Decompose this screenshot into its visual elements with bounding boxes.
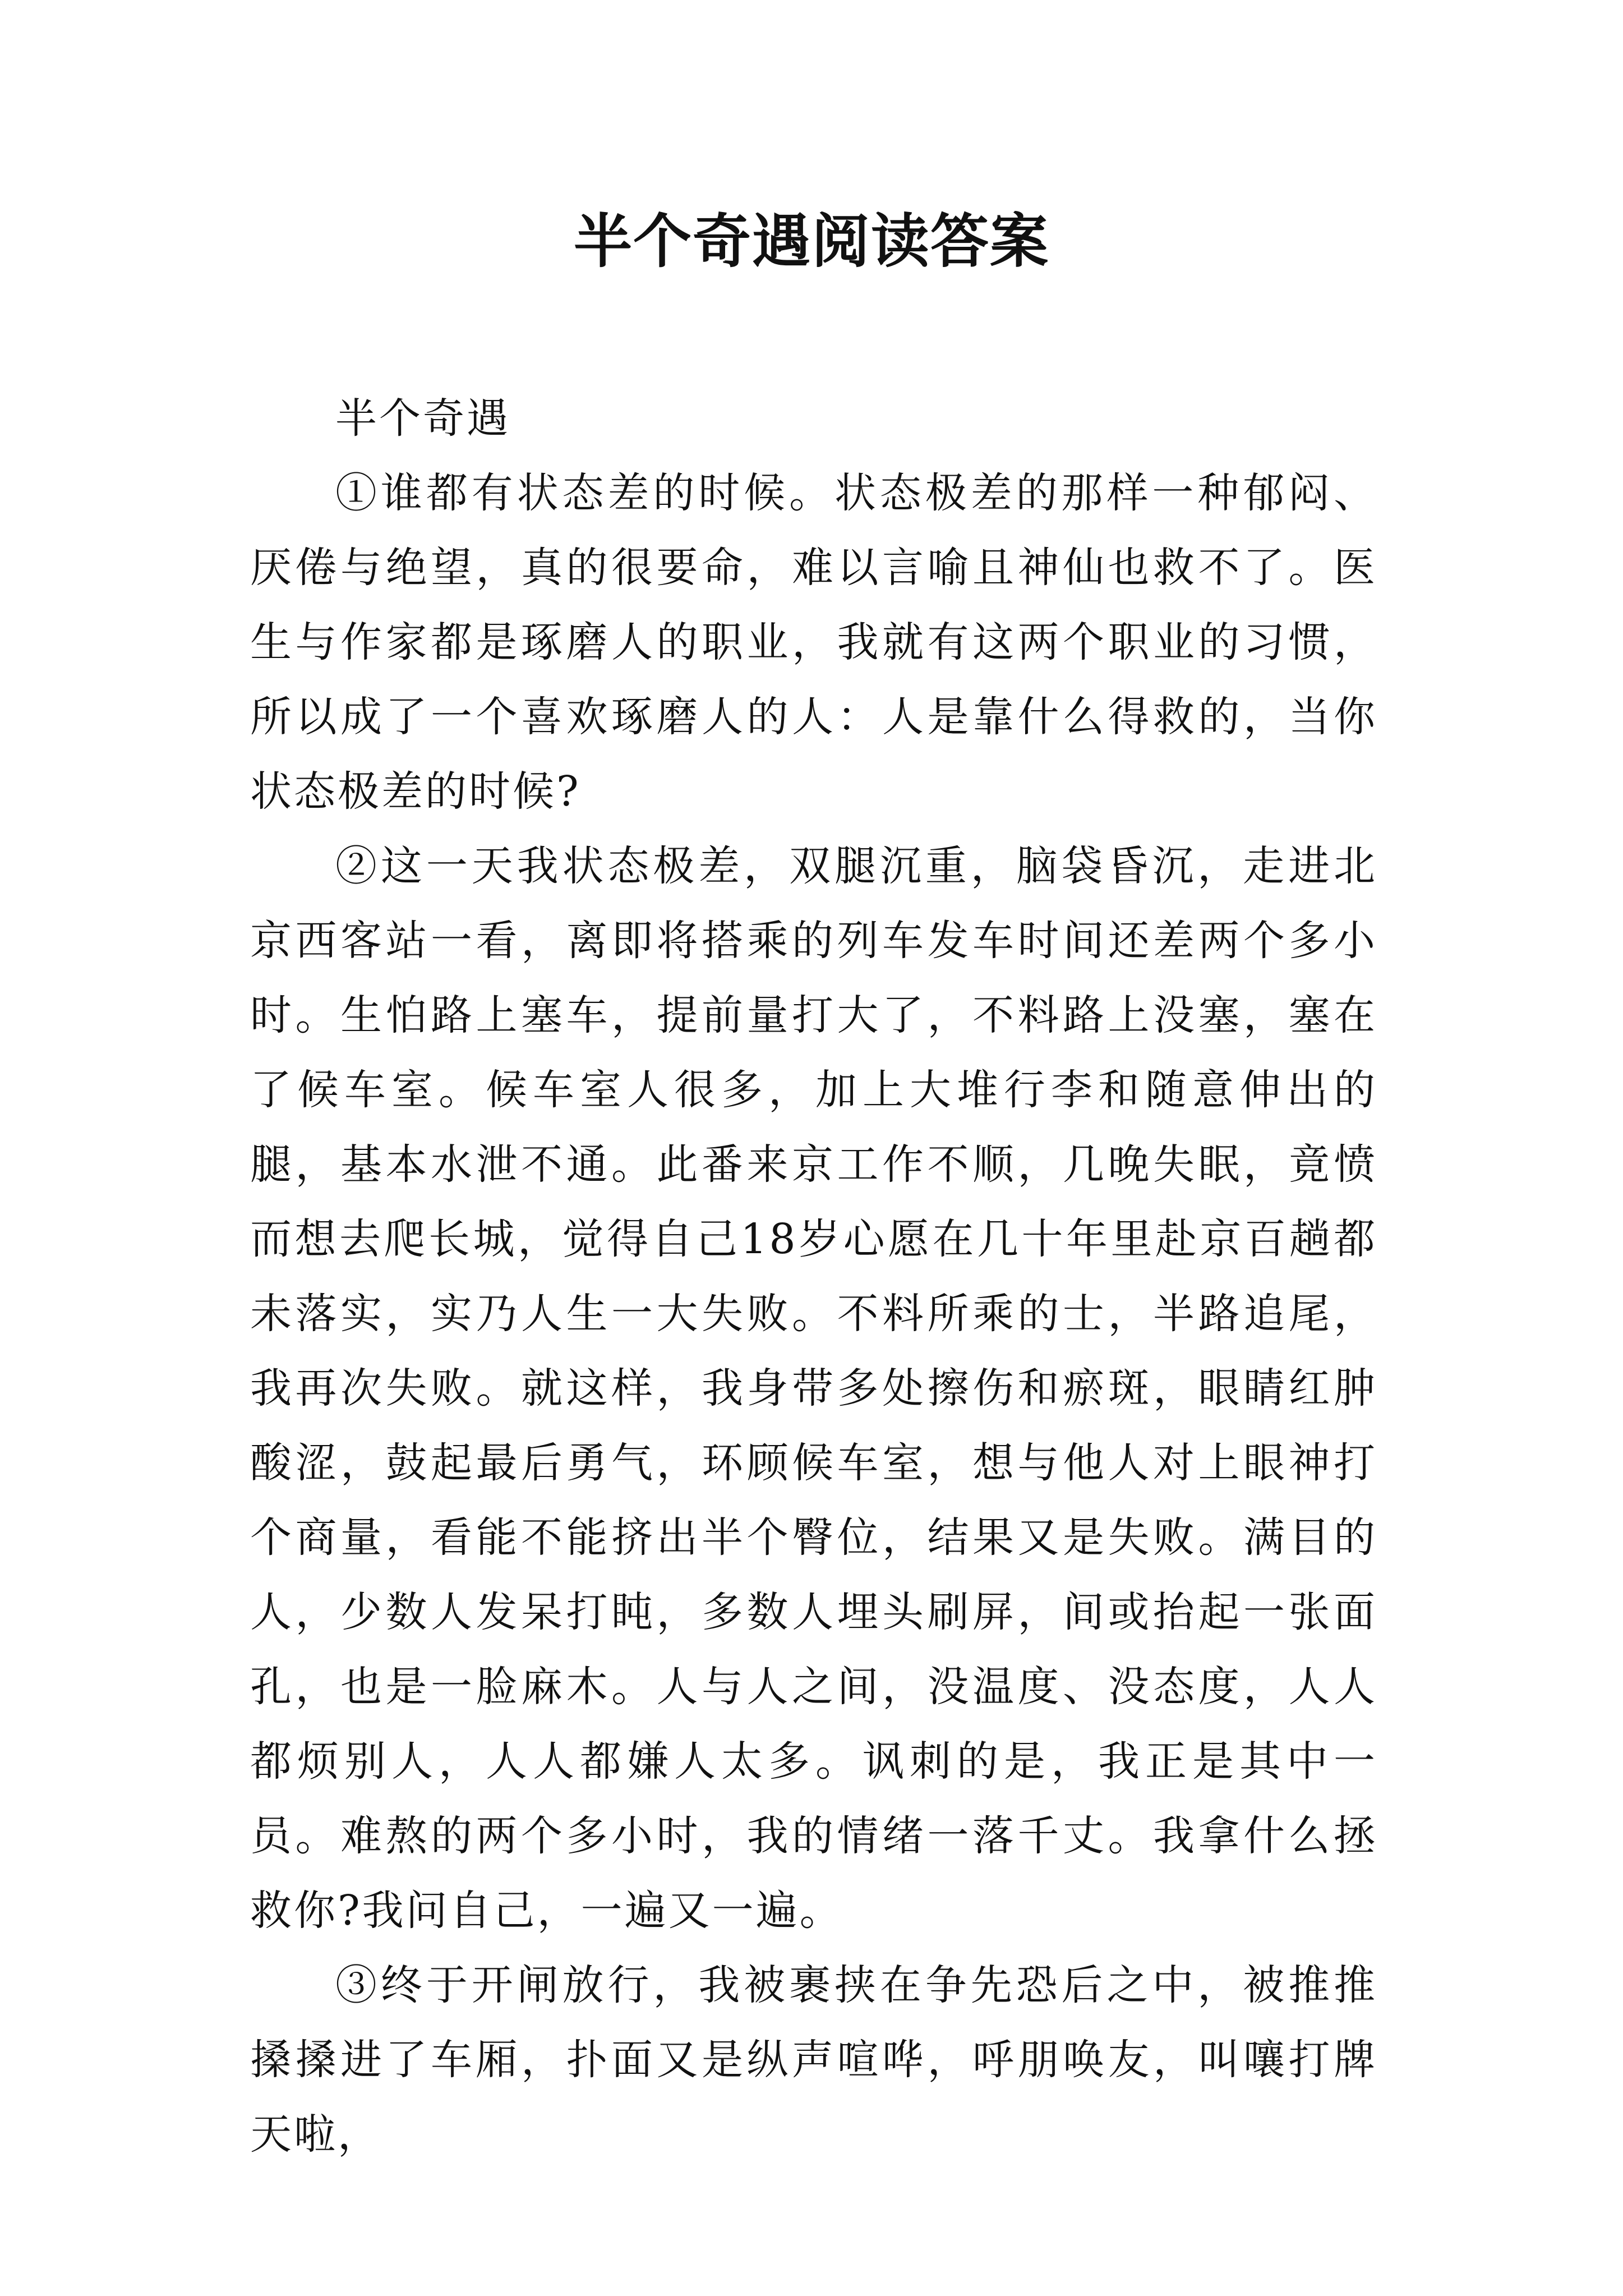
- article-subtitle: 半个奇遇: [335, 394, 510, 443]
- paragraph-1: ①谁都有状态差的时候。状态极差的那样一种郁闷、厌倦与绝望，真的很要命，难以言喻且神仙也救不了。医生与作家都是琢磨人的职业，我就有这两个职业的习惯，所以成了一个喜欢琢磨人的人：人是靠什么得救的，当你状态极差的时候?: [250, 469, 1377, 816]
- article-body: [250, 381, 1377, 2172]
- paragraph-3: ③终于开闸放行，我被裹挟在争先恐后之中，被推推搡搡进了车厢，扑面又是纵声喧哗，呼朋唤友，叫嚷打牌天啦，: [250, 1961, 1377, 2159]
- document-title: 半个奇遇阅读答案: [573, 206, 1049, 275]
- paragraph-2: ②这一天我状态极差，双腿沉重，脑袋昏沉，走进北京西客站一看，离即将搭乘的列车发车时间还差两个多小时。生怕路上塞车，提前量打大了，不料路上没塞，塞在了候车室。候车室人很多，加上大堆行李和随意伸出的腿，基本水泄不通。此番来京工作不顺，几晚失眠，竟愤而想去爬长城，觉得自己18岁心愿在几十年里赴京百趟都未落实，实乃人生一大失败。不料所乘的士，半路追尾，我再次失败。就这样，我身带多处擦伤和瘀斑，眼睛红肿酸涩，鼓起最后勇气，环顾候车室，想与他人对上眼神打个商量，看能不能挤出半个臀位，结果又是失败。满目的人，少数人发呆打盹，多数人埋头刷屏，间或抬起一张面孔，也是一脸麻木。人与人之间，没温度、没态度，人人都烦别人，人人都嫌人太多。讽刺的是，我正是其中一员。难熬的两个多小时，我的情绪一落千丈。我拿什么拯救你?我问自己，一遍又一遍。: [250, 842, 1377, 1935]
